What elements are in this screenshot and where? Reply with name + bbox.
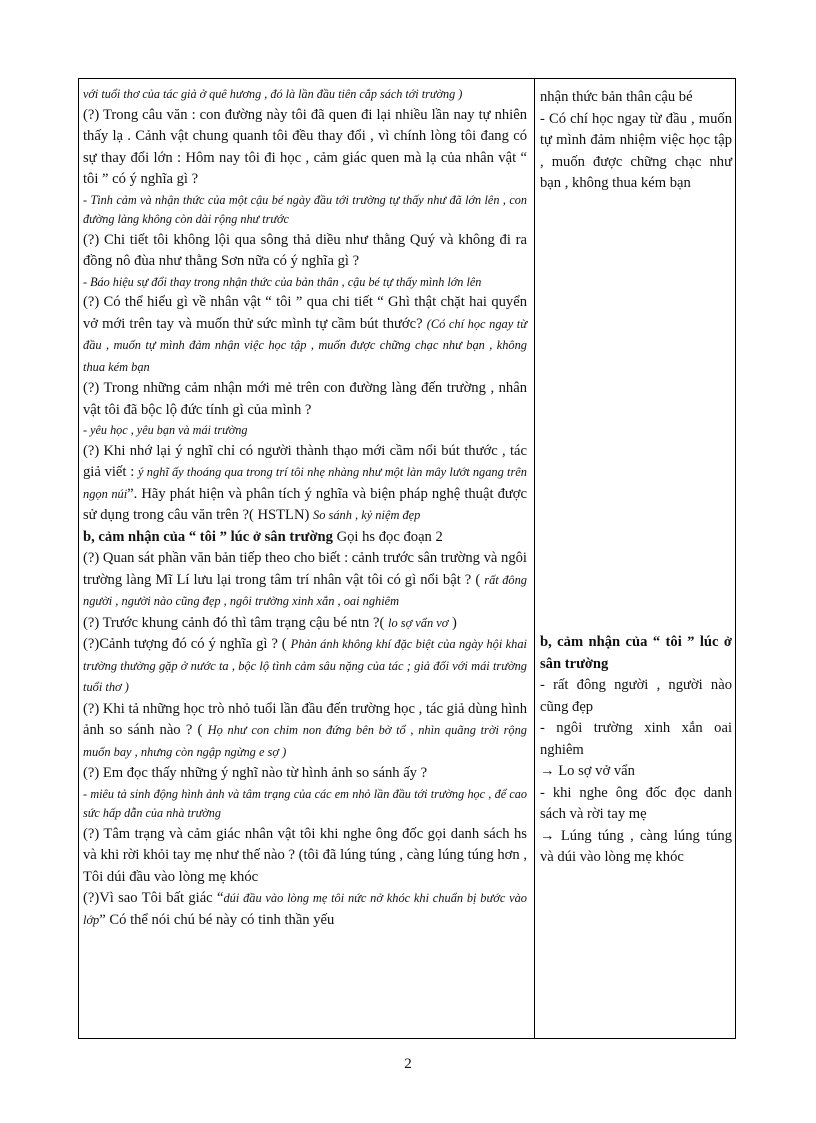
question-text: (?)Vì sao Tôi bất giác “dúi đầu vào lòng mẹ tôi nức nở khóc khi chuẩn bị bước vào lớp” Có thể nói chú bé này có tinh thần yếu: [83, 890, 527, 928]
arrow-icon: →: [540, 763, 555, 779]
note-text: nhận thức bản thân cậu bé: [540, 89, 693, 105]
question-text: (?) Khi tả những học trò nhỏ tuổi lần đầu đến trường học , tác giả dùng hình ảnh so sánh nào ? ( Họ như con chim non đứng bên bờ tổ , nhìn quãng trời rộng muốn bay , nhưng còn ngập ngừng e sợ ): [83, 700, 528, 759]
column-divider: [534, 79, 535, 1038]
question-text: (?) Chi tiết tôi không lội qua sông thả diều như thằng Quý và không đi ra đồng nô đùa như thằng Sơn nữa có ý nghĩa gì ?: [83, 231, 527, 269]
question-text: (?) Có thể hiểu gì về nhân vật “ tôi ” qua chi tiết “ Ghì thật chặt hai quyển vở mới trên tay và muốn thử sức mình tự cầm bút thước? (Có chí học ngay từ đầu , muốn tự mình đảm nhận việc học tập , muốn được chững chạc như bạn , không thua kém bạn: [83, 294, 528, 374]
page-number: 2: [404, 1056, 412, 1072]
note-text: - ngôi trường xinh xắn oai nghiêm: [540, 720, 732, 758]
note-text: - khi nghe ông đốc đọc danh sách và rời tay mẹ: [540, 784, 732, 822]
left-column: [83, 85, 527, 931]
right-block-top: [540, 87, 732, 195]
question-text: (?) Khi nhớ lại ý nghĩ chỉ có người thành thạo mới cầm nổi bút thước , tác giả viết : ý nghĩ ấy thoáng qua trong trí tôi nhẹ nhàng như một làn mây lướt ngang trên ngọn núi”. Hãy phát hiện và phân tích ý nghĩa và biện pháp nghệ thuật được sử dụng trong câu văn trên ?( HSTLN) So sánh , kỷ niệm đẹp: [83, 442, 527, 523]
question-text: (?) Tâm trạng và cảm giác nhân vật tôi khi nghe ông đốc gọi danh sách hs và khi rời khỏi tay mẹ như thế nào ? (tôi đã lúng túng , càng lúng túng hơn , Tôi dúi đầu vào lòng mẹ khóc: [83, 825, 527, 885]
answer-text: - Báo hiệu sự đổi thay trong nhận thức của bản thân , cậu bé tự thấy mình lớn lên: [83, 274, 482, 289]
question-text: (?) Trong những cảm nhận mới mẻ trên con đường làng đến trường , nhân vật tôi đã bộc lộ đức tính gì của mình ?: [83, 380, 527, 418]
section-heading: b, cảm nhận của “ tôi ” lúc ở sân trường: [540, 634, 732, 672]
arrow-icon: →: [540, 827, 555, 844]
answer-text: với tuổi thơ của tác giả ở quê hương , đó là lần đầu tiên cắp sách tới trường ): [83, 87, 463, 101]
question-text: (?) Quan sát phần văn bản tiếp theo cho biết : cảnh trước sân trường và ngôi trường làng Mĩ Lí lưu lại trong tâm trí nhân vật tôi có gì nổi bật ? ( rất đông người , người nào cũng đẹp , ngôi trường xinh xắn , oai nghiêm: [83, 550, 527, 608]
note-text: - rất đông người , người nào cũng đẹp: [540, 677, 732, 715]
answer-text: - miêu tả sinh động hình ảnh và tâm trạng của các em nhỏ lần đầu tới trường học , để cao sức hấp dẫn của nhà trường: [83, 786, 527, 820]
question-text: (?) Trong câu văn : con đường này tôi đã quen đi lại nhiều lần nay tự nhiên thấy lạ . Cảnh vật chung quanh tôi đều thay đổi , vì chính lòng tôi đang có sự thay đổi lớn : Hôm nay tôi đi học , cảm giác quen mà lạ của nhân vật “ tôi ” có ý nghĩa gì ?: [83, 106, 527, 187]
question-text: (?) Em đọc thấy những ý nghĩ nào từ hình ảnh so sánh ấy ?: [83, 765, 428, 781]
note-text: → Lo sợ vở vẩn: [540, 763, 635, 779]
right-block-section-b: [540, 632, 732, 869]
answer-text: - yêu học , yêu bạn và mái trường: [83, 423, 248, 437]
lesson-table: [78, 78, 736, 1039]
question-text: (?) Trước khung cảnh đó thì tâm trạng cậu bé ntn ?( lo sợ vẩn vơ ): [83, 614, 457, 631]
section-heading: b, cảm nhận của “ tôi ” lúc ở sân trường Gọi hs đọc đoạn 2: [83, 528, 443, 545]
note-text: - Có chí học ngay từ đầu , muốn tự mình đảm nhiệm việc học tập , muốn được chững chạc như bạn , không thua kém bạn: [540, 110, 732, 191]
question-text: (?)Cảnh tượng đó có ý nghĩa gì ? ( Phản ánh không khí đặc biệt của ngày hội khai trường thường gặp ở nước ta , bộc lộ tình cảm sâu nặng của tác ; giả đối với mái trường tuổi thơ ): [83, 636, 527, 694]
answer-text: - Tình cảm và nhận thức của một cậu bé ngày đầu tới trường tự thấy như đã lớn lên , con đường làng không còn dài rộng như trước: [83, 192, 527, 226]
note-text: → Lúng túng , càng lúng túng và dúi vào lòng mẹ khóc: [540, 827, 732, 865]
